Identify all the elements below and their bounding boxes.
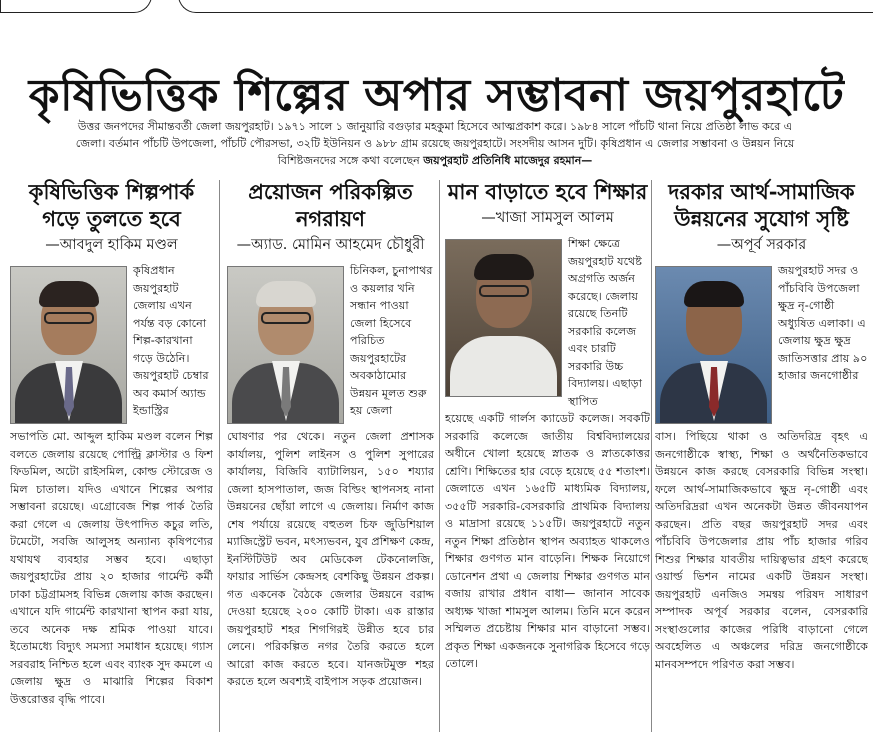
- column-title: মান বাড়াতে হবে শিক্ষার: [447, 179, 648, 204]
- glasses-shape: [261, 312, 311, 324]
- column-side-text: কৃষিপ্রধান জয়পুরহাট জেলায় এখন পর্যন্ত বড় কোনো শিল্প-কারখানা গড়ে উঠেনি। জয়পুরহাট চেম্বার অব কমার্স অ্যান্ড ইন্ডাস্ট্রির: [133, 264, 209, 417]
- article-column-4: [655, 178, 868, 738]
- column-divider: [439, 180, 440, 732]
- hair-shape: [39, 281, 99, 307]
- column-side-text: শিক্ষা ক্ষেত্রে জয়পুরহাট যথেষ্ট অগ্রগতি অর্জন করেছে। জেলায় রয়েছে তিনটি সরকারি কলেজ এবং চারটি সরকারি উচ্চ বিদ্যালয়। এছাড়া স্থাপিত: [568, 237, 643, 408]
- column-byline: —অপূর্ব সরকার: [716, 237, 807, 253]
- hair-shape: [474, 254, 534, 280]
- column-body: সভাপতি মো. আব্দুল হাকিম মণ্ডল বলেন শিল্প বলতে জেলায় রয়েছে পোল্ট্রি ক্লাস্টার ও ফিশ ফিডমিল, অটো রাইসমিল, কোল্ড স্টোরেজ ও মিল চাতাল। যদিও এখানে শিল্পের অপার সম্ভাবনা রয়েছে। এগ্রোবেজ শিল্প পার্ক তৈরি করা গেলে এ জেলায় উৎপাদিত কচুর লতি, টমেটো, সবজি আলুসহ অন্যান্য কৃষিপণ্যের যথাযথ ব্যবহার সম্ভব হবে। এছাড়া জয়পুরহাটের প্রায় ২০ হাজার গার্মেন্ট কর্মী ঢাকা চট্টগ্রামসহ বিভিন্ন জেলায় কাজ করছেন। এখানে যদি গার্মেন্ট কারখানা স্থাপন করা যায়, তবে অনেক দক্ষ শ্রমিক পাওয়া যাবে। ইতোমধ্যে বিদ্যুৎ সমস্যা সমাধান হয়েছে। গ্যাস সরবরাহ নিশ্চিত হলে এবং ব্যাংক সুদ কমলে এ জেলায় ক্ষুদ্র ও মাঝারি শিল্পের বিকাশ উত্তরোত্তর বৃদ্ধি পাবে।: [10, 430, 213, 706]
- hair-shape: [256, 281, 316, 307]
- column-title: দরকার আর্থ-সামাজিক উন্নয়নের সুযোগ সৃষ্টি: [668, 179, 855, 231]
- column-body: হয়েছে একটি গার্লস ক্যাডেট কলেজ। সবকটি সরকারি কলেজে জাতীয় বিশ্ববিদ্যালয়ের অধীনে খোলা হয়েছে স্নাতক ও স্নাতকোত্তর শ্রেণি। শিক্ষিতের হার বেড়ে হয়েছে ৫৫ শতাংশ। জেলাতে এখন ১৬৫টি মাধ্যমিক বিদ্যালয়, ৩৫৫টি সরকারি-বেসরকারি প্রাথমিক বিদ্যালয় ও মাদ্রাসা রয়েছে ১১৫টি। জয়পুরহাটে নতুন নতুন শিক্ষা প্রতিষ্ঠান স্থাপন অব্যাহত থাকলেও শিক্ষার গুণগত মান বাড়েনি। শিক্ষক নিয়োগে ডোনেশন প্রথা এ জেলায় শিক্ষার গুণগত মান বজায় রাখার প্রধান বাধা— জানান সাবেক অধ্যক্ষ খাজা শামসুল আলম। তিনি মনে করেন সম্মিলত প্রচেষ্টায় শিক্ষার মান বাড়ানো সম্ভব। প্রকৃত শিক্ষা একজনকে সুনাগরিক হিসেবে গড়ে তোলে।: [445, 412, 650, 670]
- suit-shape: [450, 336, 557, 397]
- glasses-shape: [479, 285, 529, 297]
- column-title: কৃষিভিত্তিক শিল্পপার্ক গড়ে তুলতে হবে: [28, 179, 195, 231]
- column-divider: [651, 180, 652, 732]
- column-byline: —আবদুল হাকিম মণ্ডল: [45, 237, 178, 253]
- glasses-shape: [44, 312, 94, 324]
- portrait-photo: [10, 266, 127, 424]
- portrait-photo: [227, 266, 344, 424]
- column-side-text: চিনিকল, চুনাপাথর ও কয়লার খনি সন্ধান পাওয়া জেলা হিসেবে পরিচিত জয়পুরহাটের অবকাঠামোর উন্নয়ন মূলত শুরু হয় জেলা: [350, 264, 433, 417]
- intro-paragraph: [70, 118, 800, 169]
- page-border-left: [0, 0, 152, 13]
- hair-shape: [684, 281, 744, 307]
- page-border-right: [178, 0, 873, 13]
- intro-text: উত্তর জনপদের সীমান্তবর্তী জেলা জয়পুরহাট। ১৯৭১ সালে ১ জানুয়ারি বগুড়ার মহকুমা হিসেবে আত্মপ্রকাশ করে। ১৯৮৪ সালে পাঁচটি থানা নিয়ে প্রতিষ্ঠা লাভ করে এ জেলা। বর্তমান পাঁচটি উপজেলা, পাঁচটি পৌরসভা, ৩২টি ইউনিয়ন ও ৯৮৮ গ্রাম রয়েছে জয়পুরহাটে। সংসদীয় আসন দুটি। কৃষিপ্রধান এ জেলার সম্ভাবনা ও উন্নয়ন নিয়ে বিশিষ্টজনদের সঙ্গে কথা বলেছেন: [75, 120, 795, 167]
- article-column-2: [227, 178, 434, 738]
- column-body: বাস। পিছিয়ে থাকা ও অতিদরিদ্র বৃহৎ এ জনগোষ্ঠীকে স্বাস্থ্য, শিক্ষা ও অর্থনৈতিকভাবে উন্নয়নে কাজ করছে বেসরকারি বিভিন্ন সংস্থা। ফলে আর্থ-সামাজিকভাবে ক্ষুদ্র নৃ-গোষ্ঠী এবং অতিদরিদ্ররা এখন অনেকটা উন্নত জীবনযাপন করছেন। প্রতি বছর জয়পুরহাট সদর এবং পাঁচবিবি উপজেলার প্রায় পাঁচ হাজার গরিব শিশুর শিক্ষার যাবতীয় দায়িত্বভার গ্রহণ করেছে ওয়ার্ল্ড ভিশন নামের একটি উন্নয়ন সংস্থা। জয়পুরহাট এনজিও সমন্বয় পরিষদ সাধারণ সম্পাদক অপূর্ব সরকার বলেন, বেসরকারি সংস্থাগুলোর কাজের পরিধি বাড়ানো গেলে অবহেলিত এ অঞ্চলের দরিদ্র জনগোষ্ঠীকে মানবসম্পদে পরিণত করা সম্ভব।: [655, 430, 868, 671]
- column-byline: —খাজা সামসুল আলম: [481, 210, 614, 226]
- column-title: প্রয়োজন পরিকল্পিত নগরায়ণ: [248, 179, 413, 231]
- column-divider: [219, 180, 220, 732]
- intro-reporter: জয়পুরহাট প্রতিনিধি মাজেদুর রহমান—: [423, 154, 593, 167]
- column-side-text: জয়পুরহাট সদর ও পাঁচবিবি উপজেলা ক্ষুদ্র নৃ-গোষ্ঠী অধ্যুষিত এলাকা। এ জেলায় ক্ষুদ্র ক্ষুদ্র জাতিসত্তার প্রায় ৯০ হাজার জনগোষ্ঠীর: [778, 264, 868, 382]
- portrait-photo: [445, 239, 562, 397]
- article-column-3: [445, 178, 650, 738]
- headline: কৃষিভিত্তিক শিল্পের অপার সম্ভাবনা জয়পুরহাটে: [28, 70, 845, 122]
- article-column-1: [10, 178, 213, 738]
- portrait-photo: [655, 266, 772, 424]
- column-byline: —অ্যাড. মোমিন আহমেদ চৌধুরী: [236, 237, 425, 253]
- column-body: ঘোষণার পর থেকে। নতুন জেলা প্রশাসক কার্যালয়, পুলিশ লাইনস ও পুলিশ সুপারের কার্যালয়, বিজিবি ব্যাটালিয়ন, ১৫০ শয্যার জেলা হাসপাতাল, জজ বিল্ডিং স্থাপনসহ নানা উন্নয়নের ছোঁয়া লাগে এ জেলায়। নির্মাণ কাজ শেষ পর্যায়ে রয়েছে বহুতল চিফ জুডিশিয়াল ম্যাজিস্ট্রেট ভবন, মৎস্যভবন, যুব প্রশিক্ষণ কেন্দ্র, ইনস্টিটিউট অব মেডিকেল টেকনোলজি, ফায়ার সার্ভিস কেন্দ্রসহ বেশকিছু উন্নয়ন প্রকল্প। গত একনেক বৈঠকে জেলার উন্নয়নে বরাদ্দ দেওয়া হয়েছে ২০০ কোটি টাকা। এক রাস্তার জয়পুরহাট শহর শিগগিরই উন্নীত হবে চার লেনে। পরিকল্পিত নগর তৈরি করতে হলে আরো কাজ করতে হবে। যানজটমুক্ত শহর করতে হলে অবশ্যই বাইপাস সড়ক প্রয়োজন।: [227, 430, 434, 688]
